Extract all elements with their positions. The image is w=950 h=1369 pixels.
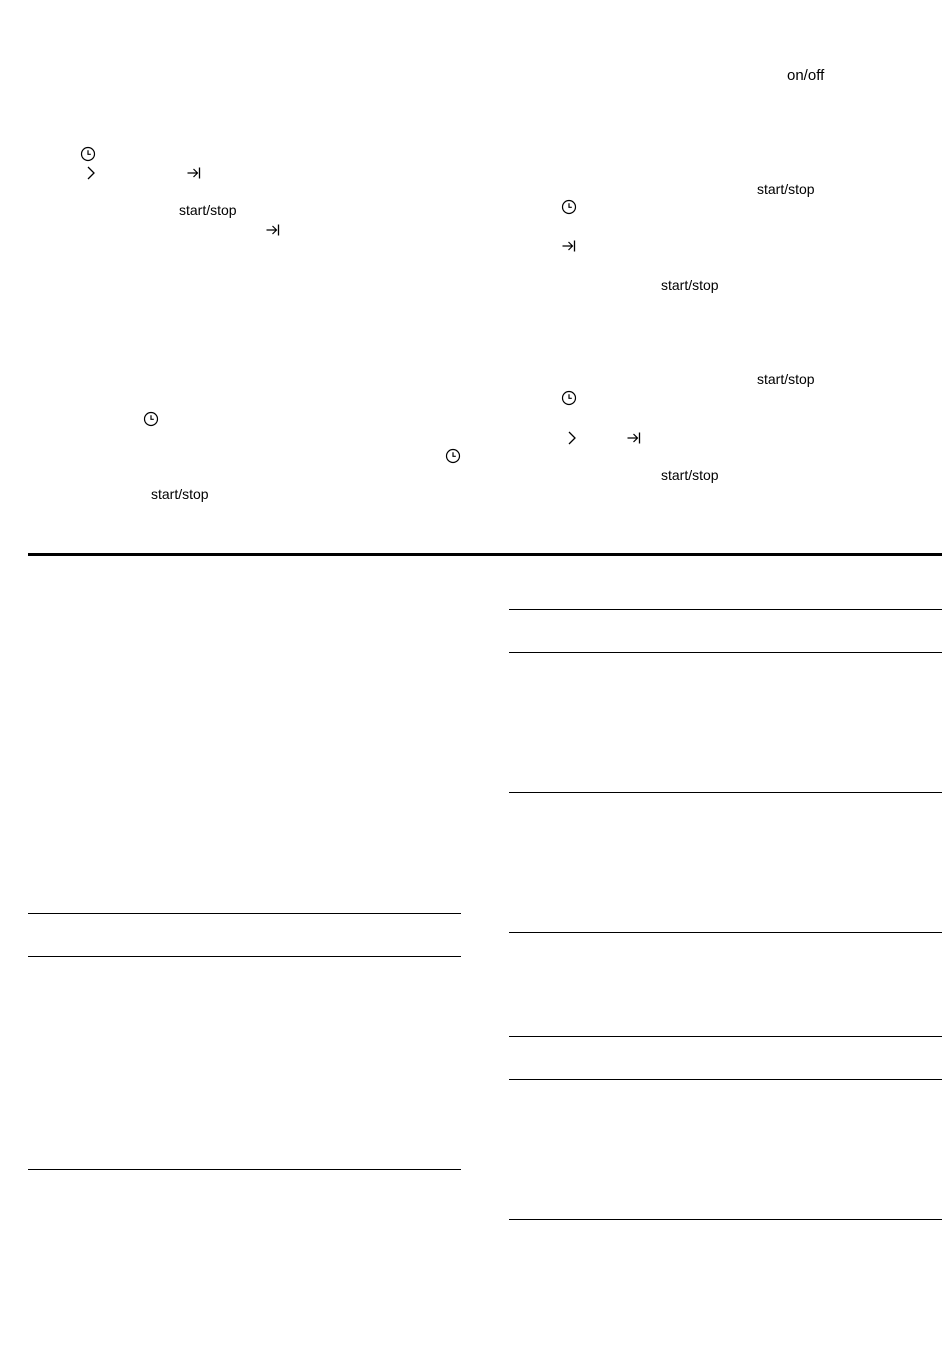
section-divider [28,553,942,556]
start-stop-label: start/stop [661,467,719,483]
arrow-to-bar-icon [626,430,642,446]
table-rule [509,609,942,610]
clock-icon [80,146,96,162]
arrow-to-bar-icon [186,165,202,181]
table-rule [509,652,942,653]
table-rule [509,792,942,793]
table-rule [509,1079,942,1080]
clock-icon [561,390,577,406]
table-rule [28,913,461,914]
start-stop-label: start/stop [757,371,815,387]
arrow-to-bar-icon [265,222,281,238]
chevron-right-icon [564,430,580,446]
table-rule [509,932,942,933]
table-rule [509,1036,942,1037]
table-rule [28,956,461,957]
start-stop-label: start/stop [151,486,209,502]
start-stop-label: start/stop [179,202,237,218]
clock-icon [445,448,461,464]
clock-icon [143,411,159,427]
arrow-to-bar-icon [561,238,577,254]
clock-icon [561,199,577,215]
start-stop-label: start/stop [661,277,719,293]
table-rule [509,1219,942,1220]
chevron-right-icon [83,165,99,181]
start-stop-label: start/stop [757,181,815,197]
on-off-label: on/off [787,67,825,84]
table-rule [28,1169,461,1170]
